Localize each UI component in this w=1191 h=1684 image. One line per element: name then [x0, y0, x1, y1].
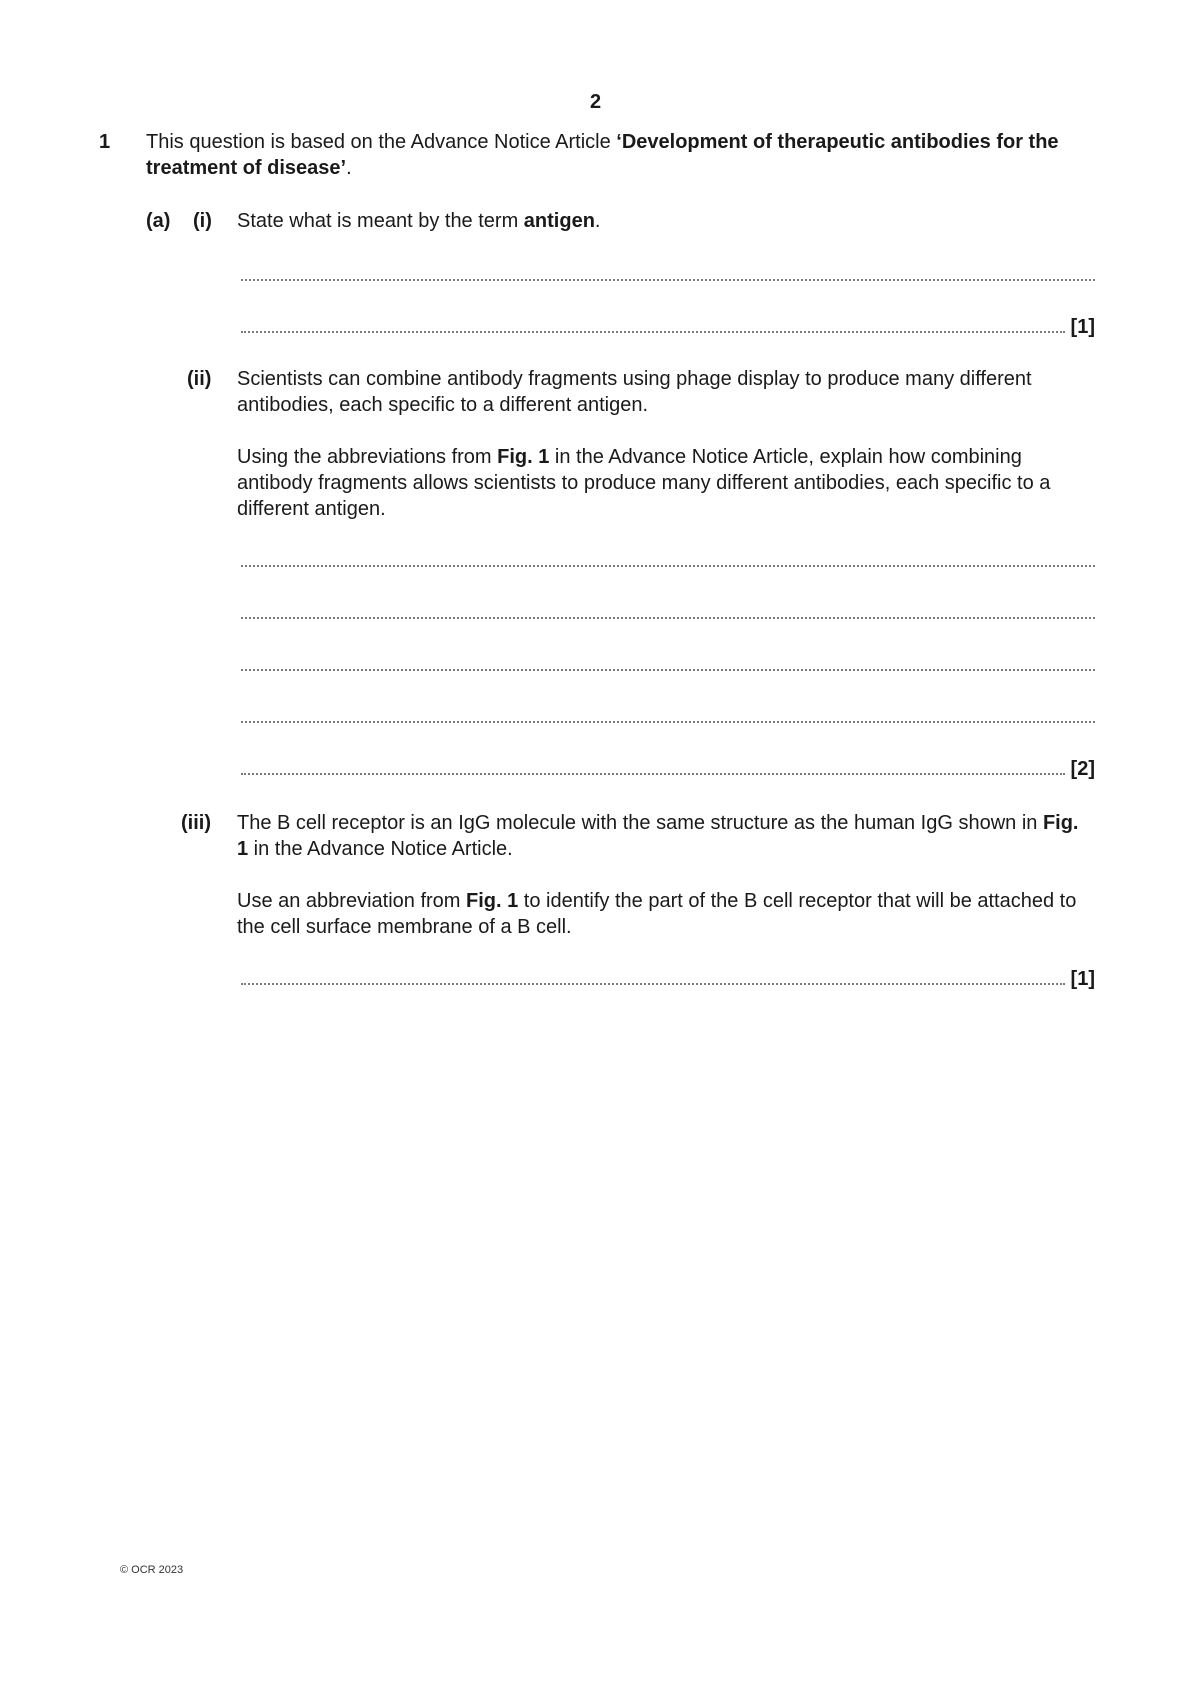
- sub-i-text-end: .: [594, 210, 601, 232]
- sub-iii-para2: [237, 888, 1087, 940]
- answer-line-ii-1[interactable]: [241, 548, 1095, 574]
- mark-allocation: [1]: [1070, 316, 1095, 338]
- sub-iii-text-end: in the Advance Notice Article.: [248, 838, 513, 860]
- answer-line-ii-2[interactable]: [241, 600, 1095, 626]
- sub-ii-para2: [237, 444, 1087, 522]
- fig-1-ref: Fig. 1: [497, 446, 550, 468]
- term-antigen: antigen: [523, 210, 595, 232]
- sub-iii-text-2-end: to identify the part of the B cell receptor that will be attached to the cell surface membrane of a B cell.: [237, 890, 1077, 938]
- question-intro: [146, 129, 1106, 181]
- sub-i-text: State what is meant by the term: [237, 210, 524, 232]
- sub-iii-text: The B cell receptor is an IgG molecule with the same structure as the human IgG shown in: [237, 812, 1043, 834]
- mark-allocation: [1]: [1070, 968, 1095, 990]
- mark-allocation: [2]: [1070, 758, 1095, 780]
- sub-ii-para1: Scientists can combine antibody fragments using phage display to produce many different antibodies, each specific to a different antigen.: [237, 368, 1032, 416]
- answer-line-i-2[interactable]: [241, 314, 1095, 340]
- page-number: 2: [589, 91, 602, 113]
- sub-iii-para1: [237, 810, 1087, 862]
- article-title: ‘Development of therapeutic antibodies for the treatment of disease’: [146, 131, 1059, 179]
- question-number: 1: [99, 131, 111, 153]
- answer-line-ii-5[interactable]: [241, 756, 1095, 782]
- fig-1-ref-2: Fig. 1: [466, 890, 519, 912]
- sub-ii-label: (ii): [187, 368, 212, 390]
- sub-iii-label: (iii): [181, 812, 211, 834]
- fig-1-ref: Fig. 1: [237, 812, 1079, 860]
- copyright-footer: © OCR 2023: [120, 1564, 184, 1576]
- answer-line-ii-4[interactable]: [241, 704, 1095, 730]
- answer-line-ii-3[interactable]: [241, 652, 1095, 678]
- sub-ii-text: Using the abbreviations from: [237, 446, 498, 468]
- part-a-label: (a): [146, 210, 171, 232]
- answer-line-iii-1[interactable]: [241, 966, 1095, 992]
- sub-iii-text-2: Use an abbreviation from: [237, 890, 467, 912]
- question-intro-end: .: [346, 157, 352, 179]
- sub-ii-text-end: in the Advance Notice Article, explain how combining antibody fragments allows scientists to produce many different antibodies, each specific to a different antigen.: [237, 446, 1051, 520]
- sub-i-label: (i): [193, 210, 212, 232]
- question-intro-text: This question is based on the Advance Notice Article: [146, 131, 617, 153]
- sub-i-prompt: [237, 208, 1167, 234]
- answer-line-i-1[interactable]: [241, 262, 1095, 288]
